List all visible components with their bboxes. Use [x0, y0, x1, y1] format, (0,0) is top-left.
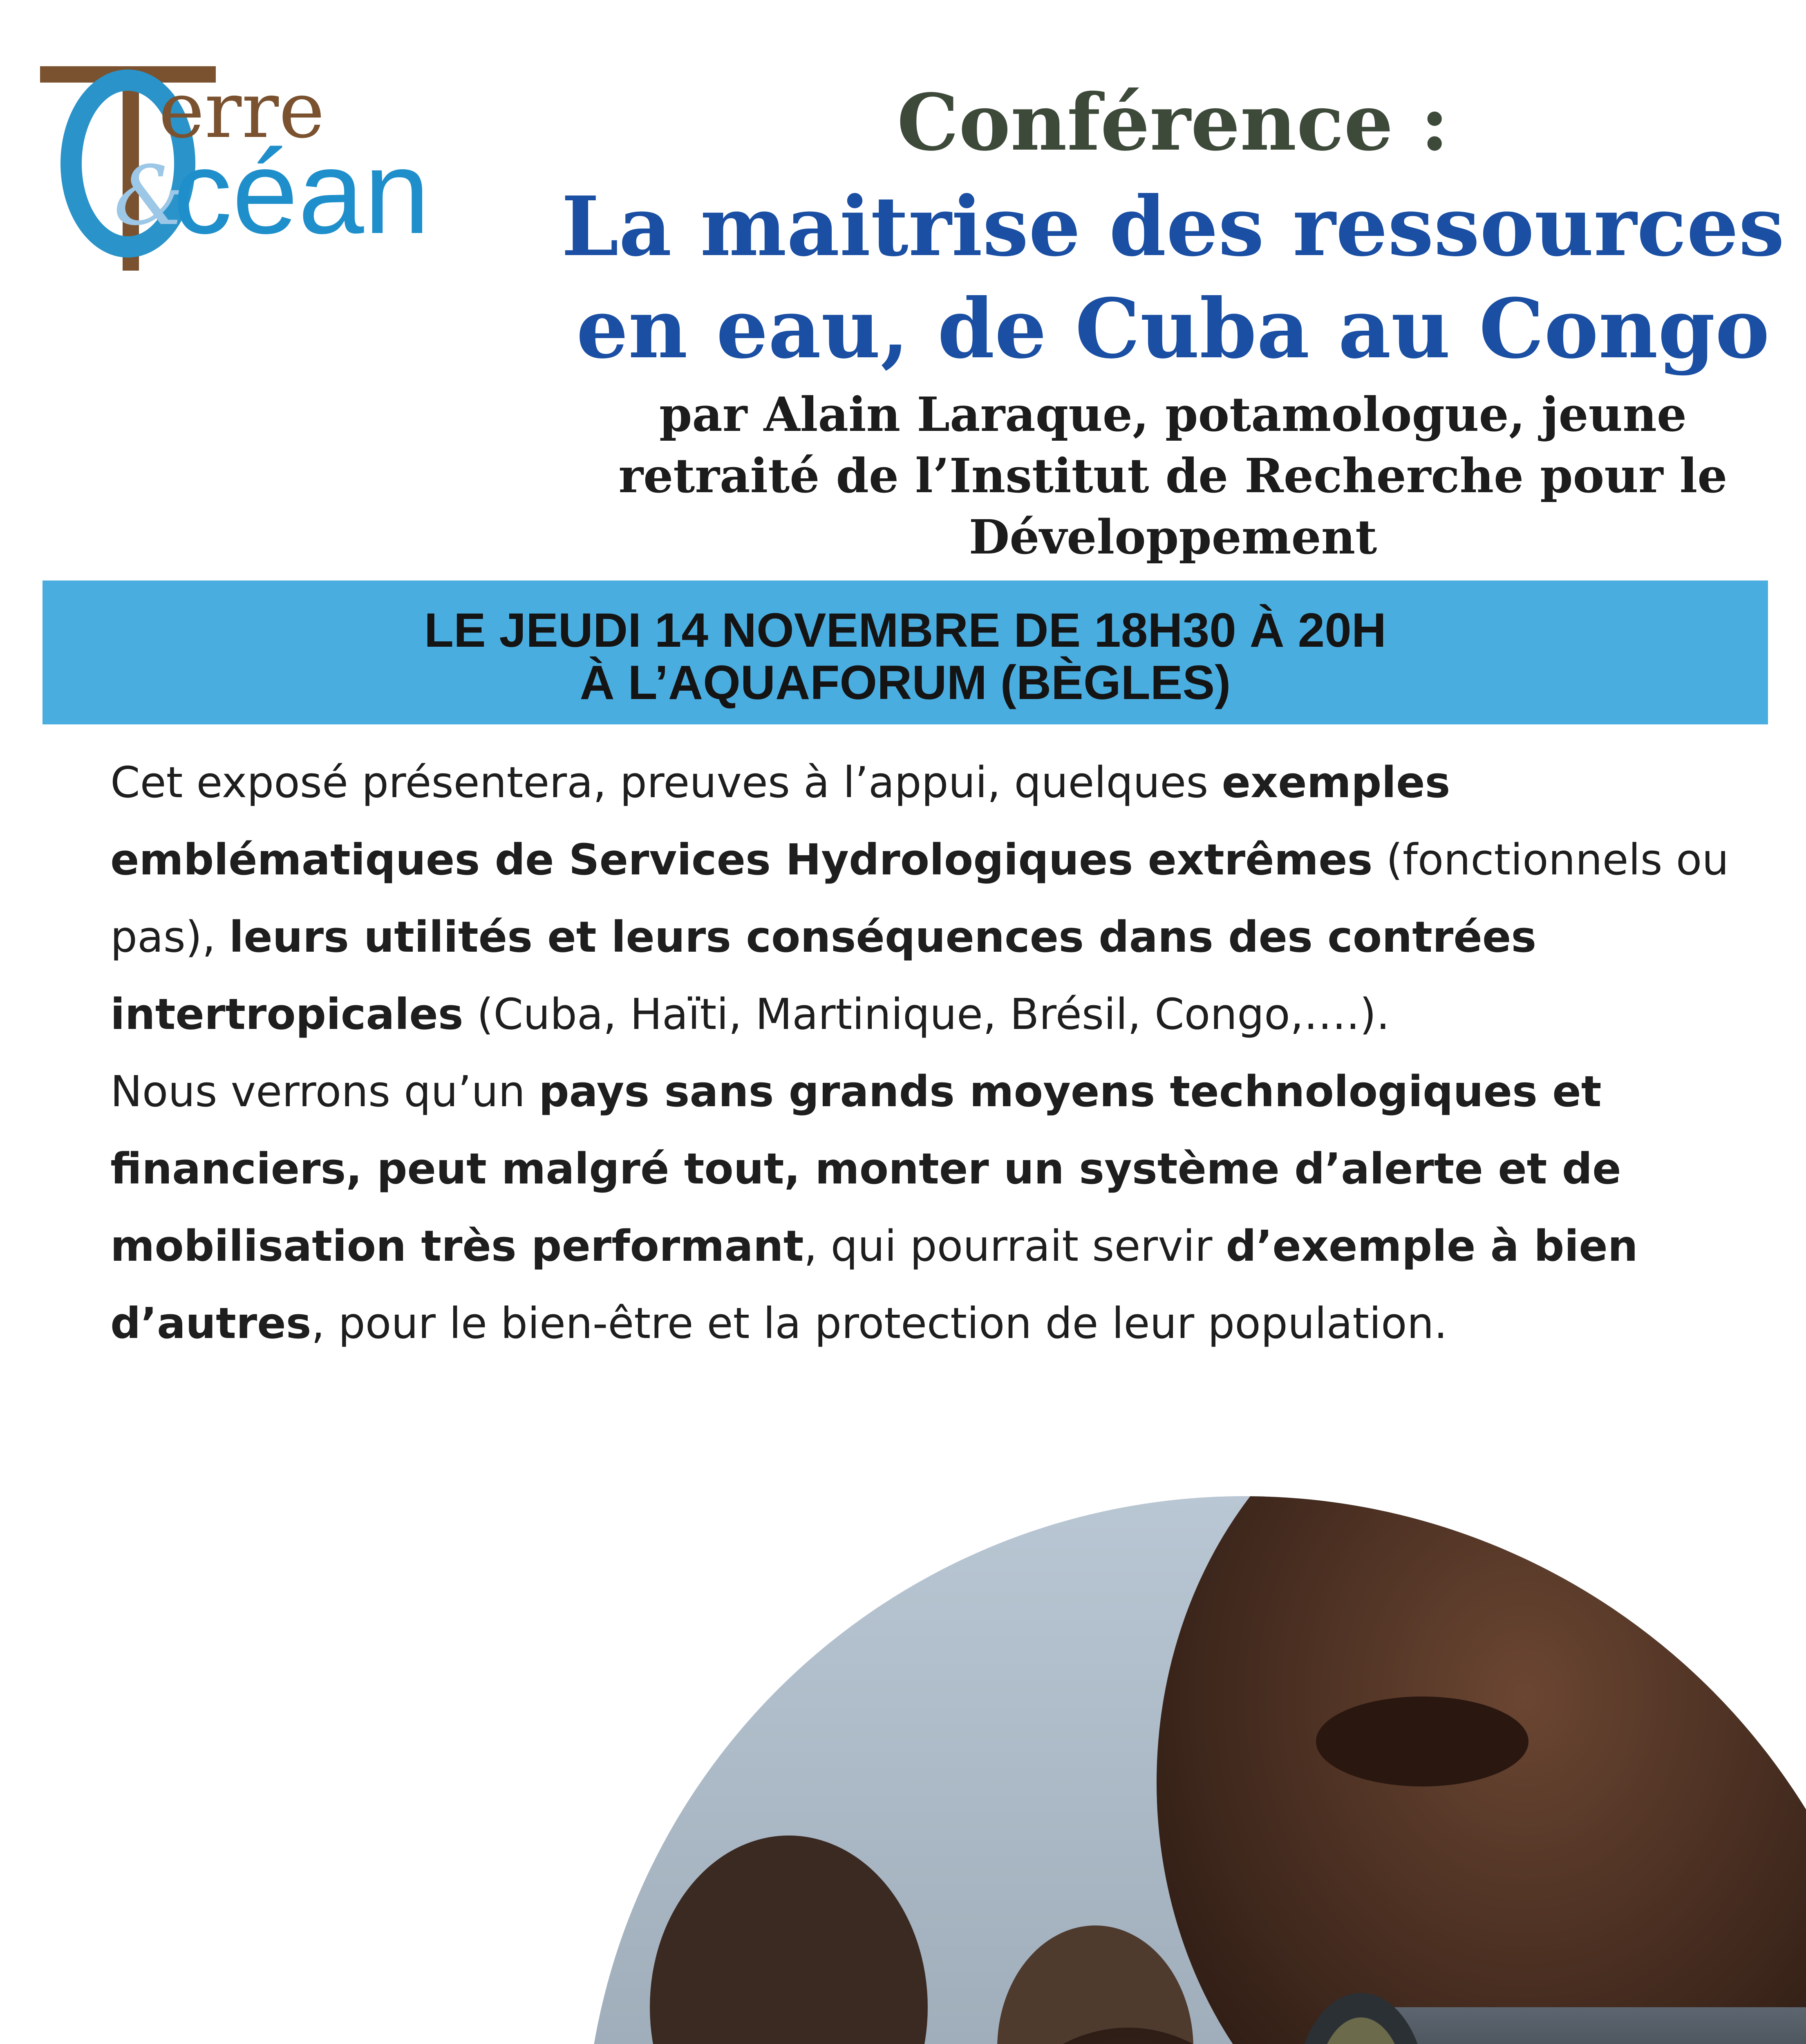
p2-run-4: , pour le bien-être et la protection de leur population.	[311, 1298, 1448, 1348]
description-text	[110, 744, 1786, 1362]
subtitle-line-3: Développement	[969, 510, 1377, 565]
p1-run-0: Cet exposé présentera, preuves à l’appui, quelques	[110, 758, 1222, 807]
p1-run-2: (fonctionnels ou pas),	[110, 835, 1729, 962]
subtitle-line-1: par Alain Laraque, potamologue, jeune	[659, 387, 1687, 442]
title-line-1: La maitrise des ressources	[561, 179, 1785, 275]
p2-run-2: , qui pourrait servir	[803, 1221, 1226, 1271]
p1-run-4: (Cuba, Haïti, Martinique, Brésil, Congo,….).	[463, 989, 1390, 1039]
date-line: LE JEUDI 14 NOVEMBRE DE 18H30 À 20H	[424, 603, 1387, 657]
logo-ampersand: &	[114, 148, 187, 244]
p2-run-3: d’exemple à bien d’autres	[110, 1221, 1638, 1348]
subtitle-line-2: retraité de l’Institut de Recherche pour le	[618, 448, 1728, 504]
date-banner	[43, 580, 1768, 724]
venue-line: À L’AQUAFORUM (BÈGLES)	[580, 656, 1231, 710]
poster-heading	[544, 69, 1802, 568]
conference-label: Conférence :	[897, 77, 1449, 168]
p2-run-1: pays sans grands moyens technologiques et financiers, peut malgré tout, monter un système d’alerte et de mobilisation très performant	[110, 1067, 1621, 1271]
logo-erre: erre	[159, 65, 325, 155]
photo-illustration	[584, 1496, 1806, 2044]
p1-run-3: leurs utilités et leurs conséquences dans des contrées intertropicales	[110, 912, 1537, 1039]
logo-cean: céan	[173, 126, 430, 258]
p1-run-1: exemples emblématiques de Services Hydrologiques extrêmes	[110, 758, 1450, 885]
paragraph-2	[110, 1053, 1786, 1362]
p2-run-0: Nous verrons qu’un	[110, 1067, 539, 1116]
children-water-photo	[584, 1496, 1806, 2044]
terre-ocean-logo	[36, 61, 506, 282]
title-line-2: en eau, de Cuba au Congo	[576, 281, 1770, 377]
speaker-subtitle	[544, 384, 1802, 568]
paragraph-1	[110, 744, 1786, 1053]
